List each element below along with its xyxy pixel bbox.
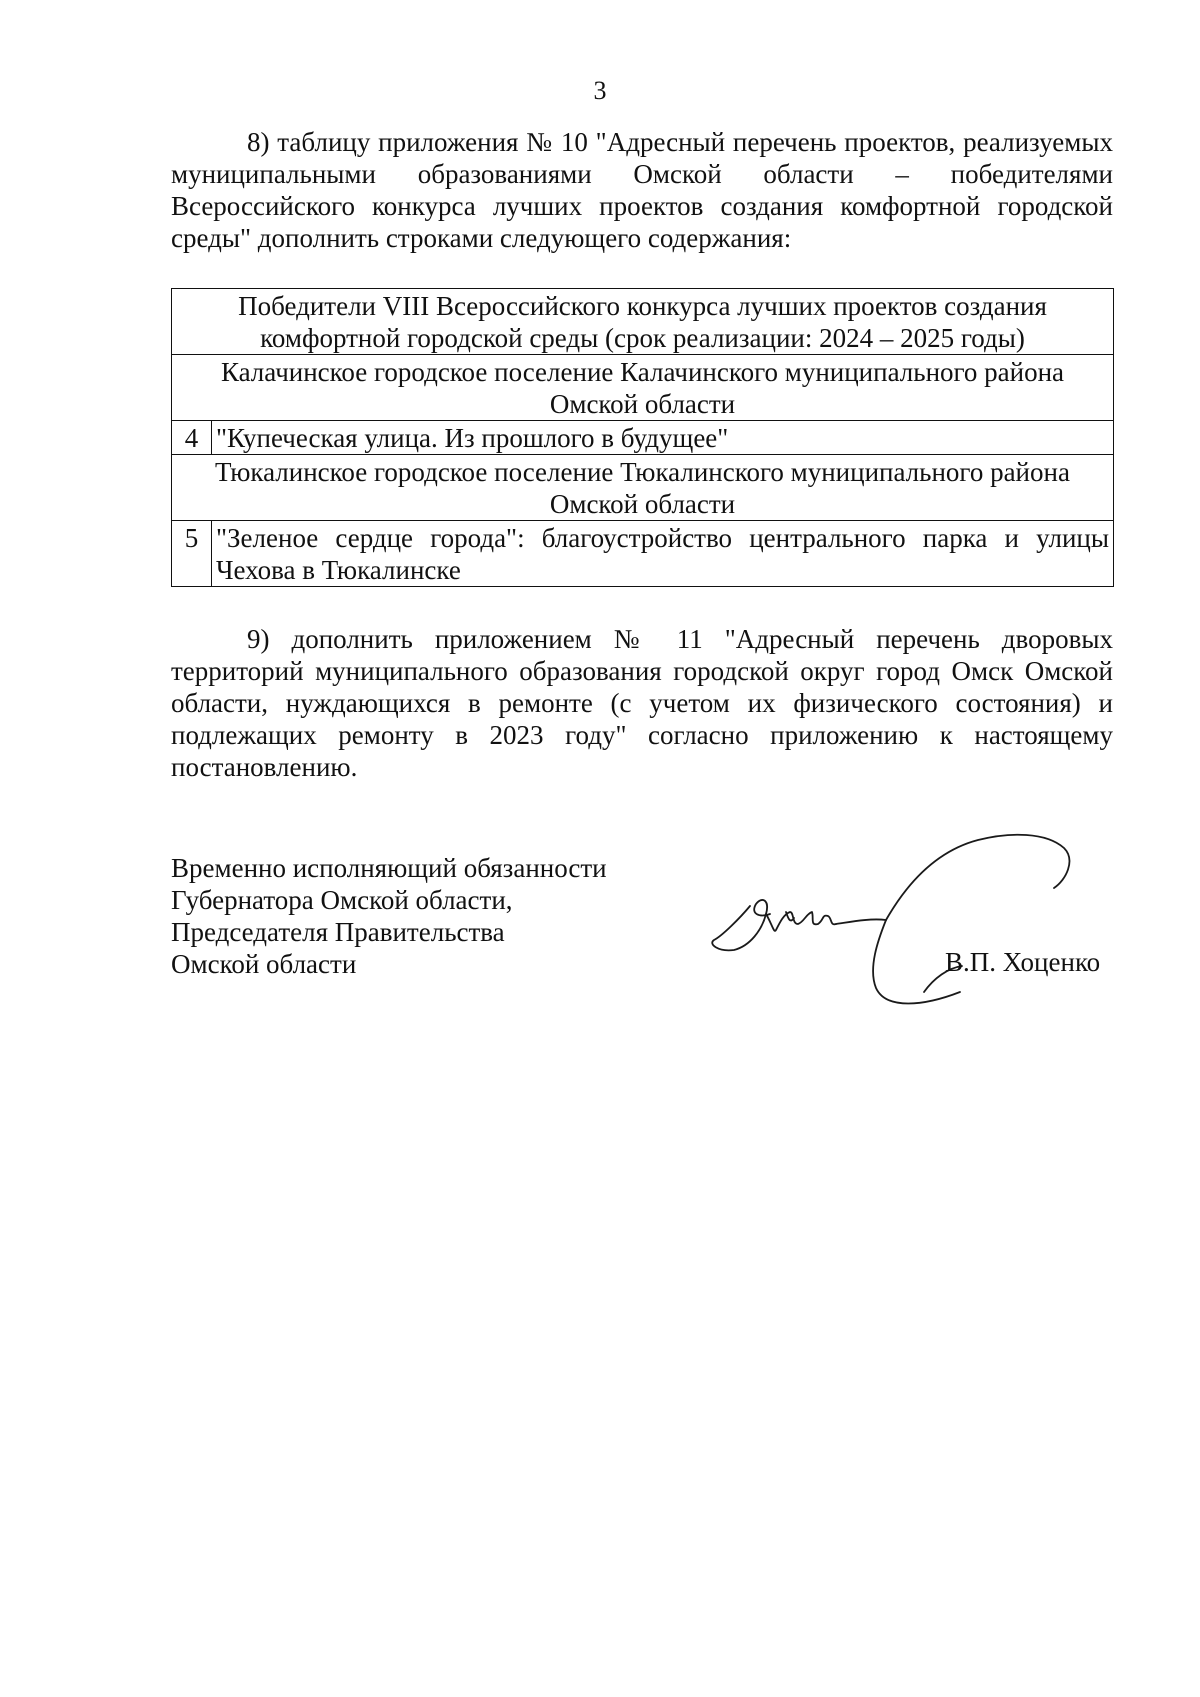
signer-name: В.П. Хоценко: [945, 947, 1101, 977]
row-number: 4: [172, 421, 212, 455]
table-row: [172, 421, 1114, 455]
page-number: 3: [593, 76, 607, 105]
amendment-item-9: 9) дополнить приложением № 11 "Адресный перечень дворовых территорий муниципального образования городской округ город Омск Омской области, нуждающихся в ремонте (с учетом их физического состояния) и подлежащих ремонту в 2023 году" согласно приложению к настоящему постановлению.: [171, 624, 1113, 782]
position-line: Губернатора Омской области,: [171, 885, 513, 915]
row-number: 5: [172, 521, 212, 587]
handwritten-signature: [710, 818, 1110, 1018]
signatory-position: [171, 852, 607, 980]
project-name: "Зеленое сердце города": благоустройство центрального парка и улицы Чехова в Тюкалинске: [212, 521, 1114, 587]
amendment-item-8: 8) таблицу приложения № 10 "Адресный перечень проектов, реализуемых муниципальными образованиями Омской области – победителями Всероссийского конкурса лучших проектов создания комфортной городской среды" дополнить строками следующего содержания:: [171, 127, 1113, 253]
municipality-group-kalachinsk: Калачинское городское поселение Калачинского муниципального района Омской области: [172, 355, 1114, 421]
amendment-table: [171, 288, 1114, 587]
table-header-row: [172, 289, 1114, 355]
position-line: Омской области: [171, 949, 357, 979]
table-header: Победители VIII Всероссийского конкурса лучших проектов создания комфортной городской среды (срок реализации: 2024 – 2025 годы): [172, 289, 1114, 355]
table-group-row: [172, 455, 1114, 521]
position-line: Временно исполняющий обязанности: [171, 853, 607, 883]
table-group-row: [172, 355, 1114, 421]
table-row: [172, 521, 1114, 587]
project-name: "Купеческая улица. Из прошлого в будущее": [212, 421, 1114, 455]
municipality-group-tyukalinsk: Тюкалинское городское поселение Тюкалинского муниципального района Омской области: [172, 455, 1114, 521]
position-line: Председателя Правительства: [171, 917, 505, 947]
